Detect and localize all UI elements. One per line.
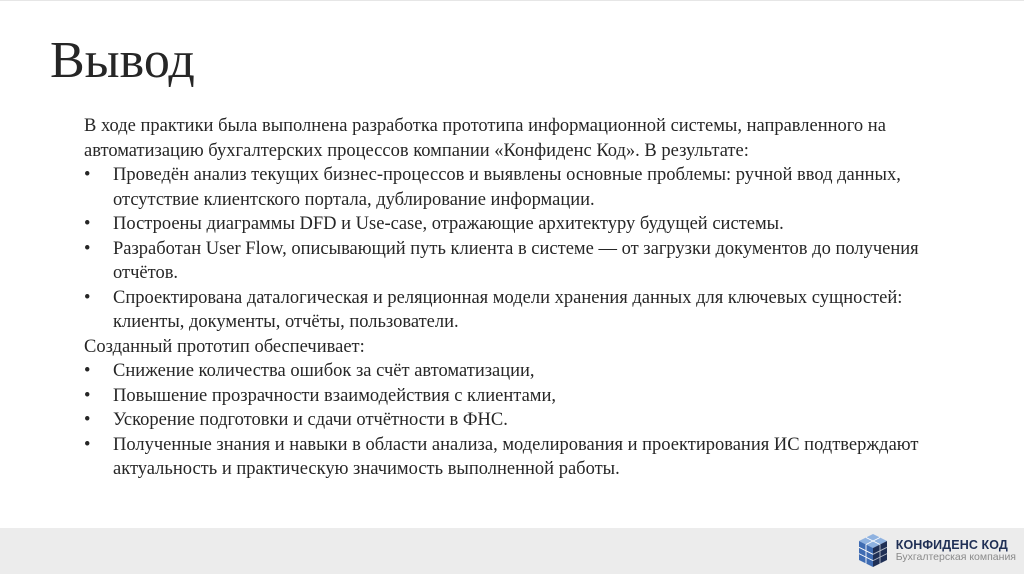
intro-paragraph: В ходе практики была выполнена разработка прототипа информационной системы, направленного на автоматизацию бухгалтерских процессов компании «Конфиденс Код». В результате: — [84, 116, 886, 161]
logo-text — [896, 539, 1016, 563]
slide-title: Вывод — [50, 32, 195, 89]
benefits-list — [84, 359, 964, 482]
list-item: • Построены диаграммы DFD и Use-case, отражающие архитектуру будущей системы. — [84, 212, 964, 237]
company-logo — [856, 532, 1016, 570]
logo-subtitle: Бухгалтерская компания — [895, 551, 1016, 564]
results-list — [84, 163, 964, 335]
cube-logo-icon — [856, 532, 890, 570]
logo-name: КОНФИДЕНС КОД — [895, 537, 1008, 552]
list-item: • Разработан User Flow, описывающий путь клиента в системе — от загрузки документов до получения отчётов. — [84, 237, 964, 286]
list-item: • Полученные знания и навыки в области анализа, моделирования и проектирования ИС подтверждают актуальность и практическую значимость выполненной работы. — [84, 433, 964, 482]
list-item: • Проведён анализ текущих бизнес-процессов и выявлены основные проблемы: ручной ввод данных, отсутствие клиентского портала, дублирование информации. — [84, 163, 964, 212]
list-item: • Спроектирована даталогическая и реляционная модели хранения данных для ключевых сущностей: клиенты, документы, отчёты, пользователи. — [84, 286, 964, 335]
list-item: • Ускорение подготовки и сдачи отчётности в ФНС. — [84, 408, 964, 433]
slide-body — [84, 114, 964, 482]
list-item: • Снижение количества ошибок за счёт автоматизации, — [84, 359, 964, 384]
list-item: • Повышение прозрачности взаимодействия с клиентами, — [84, 384, 964, 409]
benefits-heading: Созданный прототип обеспечивает: — [84, 336, 365, 357]
